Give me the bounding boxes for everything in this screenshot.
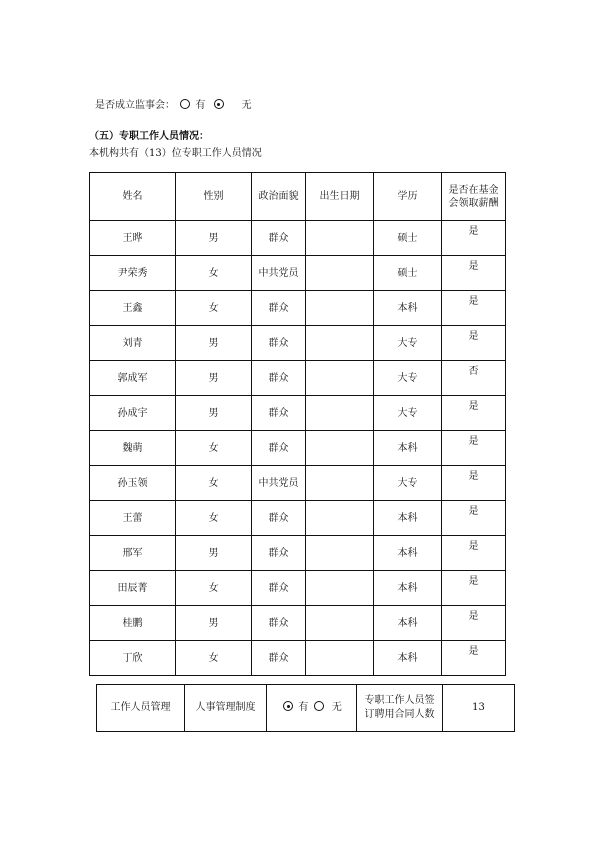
cell-name: 尹荣秀 — [90, 256, 176, 291]
cell-salary: 是 — [442, 291, 506, 326]
cell-name: 魏萌 — [90, 431, 176, 466]
table-row — [90, 291, 506, 326]
cell-salary: 是 — [442, 221, 506, 256]
cell-education: 本科 — [374, 431, 442, 466]
cell-gender: 女 — [176, 501, 252, 536]
cell-name: 孙玉领 — [90, 466, 176, 501]
cell-salary: 是 — [442, 641, 506, 676]
cell-salary: 是 — [442, 606, 506, 641]
cell-education: 硕士 — [374, 221, 442, 256]
cell-birth-date — [306, 501, 374, 536]
radio-selected-icon[interactable] — [283, 701, 293, 711]
radio-selected-icon[interactable] — [214, 99, 224, 109]
header-name: 姓名 — [90, 173, 176, 221]
cell-birth-date — [306, 291, 374, 326]
table-row — [90, 326, 506, 361]
radio-empty-icon[interactable] — [314, 701, 324, 711]
header-education: 学历 — [374, 173, 442, 221]
hr-system-options — [267, 685, 357, 732]
cell-birth-date — [306, 221, 374, 256]
cell-gender: 男 — [176, 536, 252, 571]
cell-salary: 是 — [442, 536, 506, 571]
cell-political-status: 群众 — [252, 431, 306, 466]
cell-name: 丁欣 — [90, 641, 176, 676]
cell-name: 桂鹏 — [90, 606, 176, 641]
table-row — [90, 361, 506, 396]
cell-gender: 女 — [176, 466, 252, 501]
header-gender: 性别 — [176, 173, 252, 221]
cell-political-status: 群众 — [252, 536, 306, 571]
cell-name: 刘青 — [90, 326, 176, 361]
cell-education: 大专 — [374, 326, 442, 361]
cell-name: 孙成宇 — [90, 396, 176, 431]
header-birth-date: 出生日期 — [306, 173, 374, 221]
cell-education: 本科 — [374, 571, 442, 606]
cell-birth-date — [306, 536, 374, 571]
supervisory-option-yes: 有 — [195, 100, 206, 111]
cell-birth-date — [306, 256, 374, 291]
hr-option-yes: 有 — [298, 702, 309, 713]
cell-gender: 男 — [176, 221, 252, 256]
cell-salary: 是 — [442, 466, 506, 501]
hr-system-label: 人事管理制度 — [185, 685, 267, 732]
cell-birth-date — [306, 361, 374, 396]
hr-label: 工作人员管理 — [97, 685, 185, 732]
cell-gender: 男 — [176, 606, 252, 641]
staff-table — [89, 172, 506, 676]
cell-birth-date — [306, 606, 374, 641]
cell-name: 田辰菁 — [90, 571, 176, 606]
section-heading: （五）专职工作人员情况： — [89, 131, 209, 142]
cell-gender: 女 — [176, 431, 252, 466]
cell-gender: 女 — [176, 571, 252, 606]
cell-name: 王晔 — [90, 221, 176, 256]
cell-education: 本科 — [374, 606, 442, 641]
cell-political-status: 中共党员 — [252, 466, 306, 501]
table-row — [90, 606, 506, 641]
cell-salary: 是 — [442, 396, 506, 431]
cell-education: 大专 — [374, 466, 442, 501]
cell-salary: 否 — [442, 361, 506, 396]
cell-political-status: 群众 — [252, 396, 306, 431]
table-row — [90, 431, 506, 466]
cell-gender: 男 — [176, 326, 252, 361]
cell-birth-date — [306, 431, 374, 466]
cell-political-status: 群众 — [252, 606, 306, 641]
hr-contract-label: 专职工作人员签订聘用合同人数 — [357, 685, 443, 732]
hr-contract-count: 13 — [443, 685, 515, 732]
cell-birth-date — [306, 326, 374, 361]
cell-political-status: 群众 — [252, 501, 306, 536]
cell-political-status: 群众 — [252, 326, 306, 361]
header-salary: 是否在基金会领取薪酬 — [442, 173, 506, 221]
cell-political-status: 群众 — [252, 221, 306, 256]
cell-name: 郭成军 — [90, 361, 176, 396]
cell-birth-date — [306, 641, 374, 676]
cell-education: 本科 — [374, 501, 442, 536]
cell-salary: 是 — [442, 571, 506, 606]
radio-empty-icon[interactable] — [180, 99, 190, 109]
cell-name: 邢军 — [90, 536, 176, 571]
table-row — [90, 571, 506, 606]
cell-birth-date — [306, 466, 374, 501]
cell-salary: 是 — [442, 326, 506, 361]
supervisory-question: 是否成立监事会： — [95, 100, 175, 111]
hr-option-no: 无 — [331, 702, 342, 713]
cell-education: 本科 — [374, 291, 442, 326]
cell-education: 大专 — [374, 396, 442, 431]
cell-political-status: 群众 — [252, 361, 306, 396]
staff-table-header — [90, 173, 506, 221]
cell-birth-date — [306, 396, 374, 431]
staff-intro: 本机构共有（13）位专职工作人员情况 — [89, 148, 262, 159]
cell-gender: 男 — [176, 396, 252, 431]
supervisory-board-line — [95, 96, 252, 111]
header-political-status: 政治面貌 — [252, 173, 306, 221]
supervisory-option-no: 无 — [241, 100, 252, 111]
cell-gender: 女 — [176, 641, 252, 676]
table-row — [90, 396, 506, 431]
table-row — [90, 501, 506, 536]
table-row — [90, 221, 506, 256]
cell-salary: 是 — [442, 431, 506, 466]
cell-name: 王蕾 — [90, 501, 176, 536]
cell-political-status: 群众 — [252, 641, 306, 676]
cell-education: 硕士 — [374, 256, 442, 291]
cell-education: 本科 — [374, 641, 442, 676]
cell-birth-date — [306, 571, 374, 606]
table-row — [90, 466, 506, 501]
hr-management-table — [96, 684, 515, 732]
cell-political-status: 群众 — [252, 291, 306, 326]
table-row — [90, 536, 506, 571]
cell-salary: 是 — [442, 256, 506, 291]
table-row — [90, 256, 506, 291]
table-row — [90, 641, 506, 676]
cell-name: 王鑫 — [90, 291, 176, 326]
cell-salary: 是 — [442, 501, 506, 536]
cell-political-status: 群众 — [252, 571, 306, 606]
hr-management-row — [97, 685, 515, 732]
cell-education: 大专 — [374, 361, 442, 396]
cell-gender: 女 — [176, 291, 252, 326]
cell-gender: 男 — [176, 361, 252, 396]
cell-gender: 女 — [176, 256, 252, 291]
cell-political-status: 中共党员 — [252, 256, 306, 291]
cell-education: 本科 — [374, 536, 442, 571]
